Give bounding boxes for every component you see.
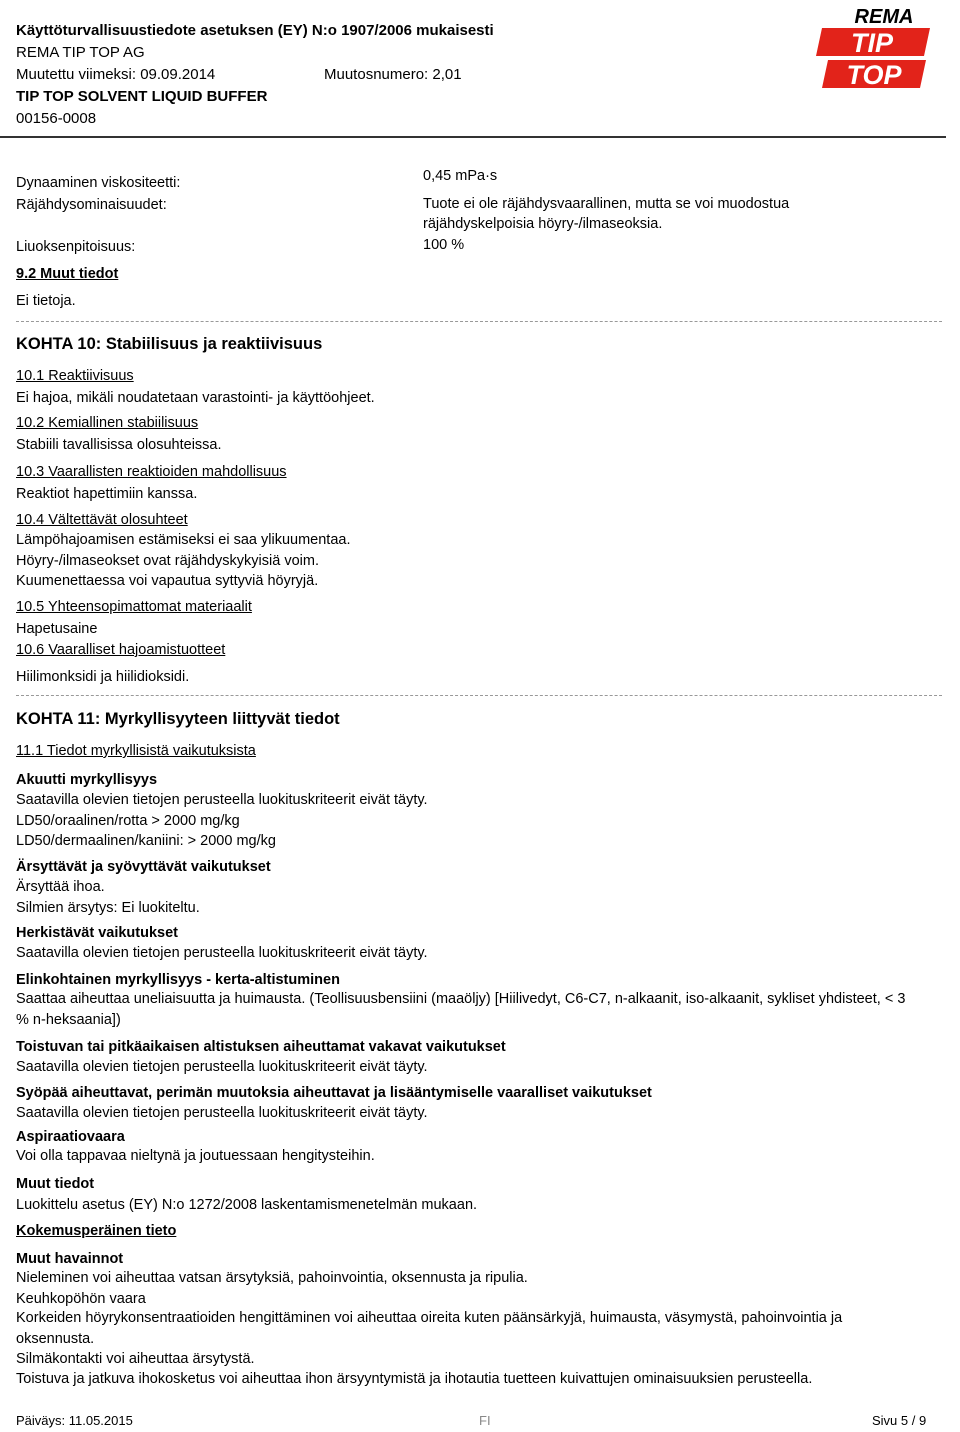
section-10-4-heading: 10.4 Vältettävät olosuhteet — [16, 512, 188, 528]
observations-text-3: Korkeiden höyrykonsentraatioiden hengittäminen voi aiheuttaa oireita kuten päänsärkyjä, huimausta, väsymystä, pahoinvointia ja oksennusta. — [16, 1310, 843, 1347]
section-10-4-text-c: Kuumenettaessa voi vapautua syttyviä höyryjä. — [16, 573, 319, 589]
header-product: TIP TOP SOLVENT LIQUID BUFFER — [16, 88, 268, 105]
prop-value-concentration: 100 % — [423, 237, 465, 253]
footer-page: Sivu 5 / 9 — [872, 1413, 927, 1428]
footer-date: Päiväys: 11.05.2015 — [16, 1413, 133, 1428]
section-10-4-text-a: Lämpöhajoamisen estämiseksi ei saa ylikuumentaa. — [16, 532, 351, 548]
sensitisation-heading: Herkistävät vaikutukset — [16, 925, 178, 941]
header-rule — [0, 136, 946, 138]
section-10-5-heading: 10.5 Yhteensopimattomat materiaalit — [16, 599, 252, 615]
acute-toxicity-text-1: Saatavilla olevien tietojen perusteella luokituskriteerit eivät täyty. — [16, 792, 428, 808]
sensitisation-text: Saatavilla olevien tietojen perusteella luokituskriteerit eivät täyty. — [16, 945, 428, 961]
section-10-6-text: Hiilimonksidi ja hiilidioksidi. — [16, 669, 190, 685]
acute-toxicity-heading: Akuutti myrkyllisyys — [16, 772, 158, 788]
section-10-1-heading: 10.1 Reaktiivisuus — [16, 368, 134, 384]
section-10-3-heading: 10.3 Vaarallisten reaktioiden mahdollisuus — [16, 464, 287, 480]
aspiration-heading: Aspiraatiovaara — [16, 1129, 125, 1145]
section-divider — [16, 321, 942, 322]
header-regulation: Käyttöturvallisuustiedote asetuksen (EY) N:o 1907/2006 mukaisesti — [16, 22, 494, 39]
header-revision: Muutosnumero: 2,01 — [324, 66, 462, 83]
cmr-heading: Syöpää aiheuttavat, perimän muutoksia aiheuttavat ja lisääntymiselle vaaralliset vaikutukset — [16, 1085, 652, 1101]
section-10-4-text-b: Höyry-/ilmaseokset ovat räjähdyskykyisiä voim. — [16, 553, 319, 569]
header-company: REMA TIP TOP AG — [16, 44, 145, 61]
prop-value-viscosity: 0,45 mPa·s — [423, 168, 498, 184]
observations-text-2: Keuhkopöhön vaara — [16, 1291, 146, 1307]
other-info-heading: Muut tiedot — [16, 1176, 95, 1192]
section-10-2-text: Stabiili tavallisissa olosuhteissa. — [16, 437, 222, 453]
section-10-1-text: Ei hajoa, mikäli noudatetaan varastointi- ja käyttöohjeet. — [16, 390, 375, 406]
rema-tip-top-logo — [814, 4, 932, 90]
other-info-text: Luokittelu asetus (EY) N:o 1272/2008 laskentamismenetelmän mukaan. — [16, 1197, 478, 1213]
irritation-text-2: Silmien ärsytys: Ei luokiteltu. — [16, 900, 200, 916]
logo-rema-text: REMA — [854, 6, 914, 28]
footer-language: FI — [479, 1413, 491, 1428]
logo-tip-text: TIP — [850, 28, 894, 58]
section-11-1-heading: 11.1 Tiedot myrkyllisistä vaikutuksista — [16, 743, 256, 759]
prop-value-explosive-2: räjähdyskelpoisia höyry-/ilmaseoksia. — [423, 216, 663, 232]
section-divider — [16, 695, 942, 696]
prop-label-explosive: Räjähdysominaisuudet: — [16, 197, 167, 213]
stot-single-text: Saattaa aiheuttaa uneliaisuutta ja huimausta. (Teollisuusbensiini (maaöljy) [Hiilivedyt, C6-C7, n-alkaanit, iso-alkaanit, sykliset yhdisteet, < 3 % n-heksaania]) — [16, 991, 906, 1028]
irritation-text-1: Ärsyttää ihoa. — [16, 879, 105, 895]
acute-toxicity-text-2: LD50/oraalinen/rotta > 2000 mg/kg — [16, 813, 240, 829]
observations-text-4: Silmäkontakti voi aiheuttaa ärsytystä. — [16, 1351, 255, 1367]
section-9-2-text: Ei tietoja. — [16, 293, 76, 309]
acute-toxicity-text-3: LD50/dermaalinen/kaniini: > 2000 mg/kg — [16, 833, 276, 849]
section-10-title: KOHTA 10: Stabiilisuus ja reaktiivisuus — [16, 335, 323, 353]
logo-top-text: TOP — [846, 60, 902, 90]
section-10-5-text: Hapetusaine — [16, 621, 98, 637]
section-10-3-text: Reaktiot hapettimiin kanssa. — [16, 486, 198, 502]
stot-repeated-text: Saatavilla olevien tietojen perusteella luokituskriteerit eivät täyty. — [16, 1059, 428, 1075]
section-10-6-heading: 10.6 Vaaralliset hajoamistuotteet — [16, 642, 226, 658]
aspiration-text: Voi olla tappavaa nieltynä ja joutuessaan hengitysteihin. — [16, 1148, 375, 1164]
stot-repeated-heading: Toistuvan tai pitkäaikaisen altistuksen aiheuttamat vakavat vaikutukset — [16, 1039, 506, 1055]
header-modified: Muutettu viimeksi: 09.09.2014 — [16, 66, 216, 83]
prop-value-explosive: Tuote ei ole räjähdysvaarallinen, mutta se voi muodostua — [423, 196, 790, 212]
header-code: 00156-0008 — [16, 110, 97, 127]
prop-label-concentration: Liuoksenpitoisuus: — [16, 239, 136, 255]
section-11-title: KOHTA 11: Myrkyllisyyteen liittyvät tiedot — [16, 710, 340, 728]
observations-text-5: Toistuva ja jatkuva ihokosketus voi aiheuttaa ihon ärsyyntymistä ja ihotautia tuetteen kuivattujen ominaisuuksien perusteella. — [16, 1371, 813, 1387]
section-10-2-heading: 10.2 Kemiallinen stabiilisuus — [16, 415, 199, 431]
section-9-2-title: 9.2 Muut tiedot — [16, 266, 119, 282]
irritation-heading: Ärsyttävät ja syövyttävät vaikutukset — [16, 859, 271, 875]
stot-single-heading: Elinkohtainen myrkyllisyys - kerta-altistuminen — [16, 972, 340, 988]
observations-text-1: Nieleminen voi aiheuttaa vatsan ärsytyksiä, pahoinvointia, oksennusta ja ripulia. — [16, 1270, 528, 1286]
other-observations-heading: Muut havainnot — [16, 1251, 124, 1267]
prop-label-viscosity: Dynaaminen viskositeetti: — [16, 175, 181, 191]
cmr-text: Saatavilla olevien tietojen perusteella luokituskriteerit eivät täyty. — [16, 1105, 428, 1121]
experience-heading: Kokemusperäinen tieto — [16, 1223, 177, 1239]
